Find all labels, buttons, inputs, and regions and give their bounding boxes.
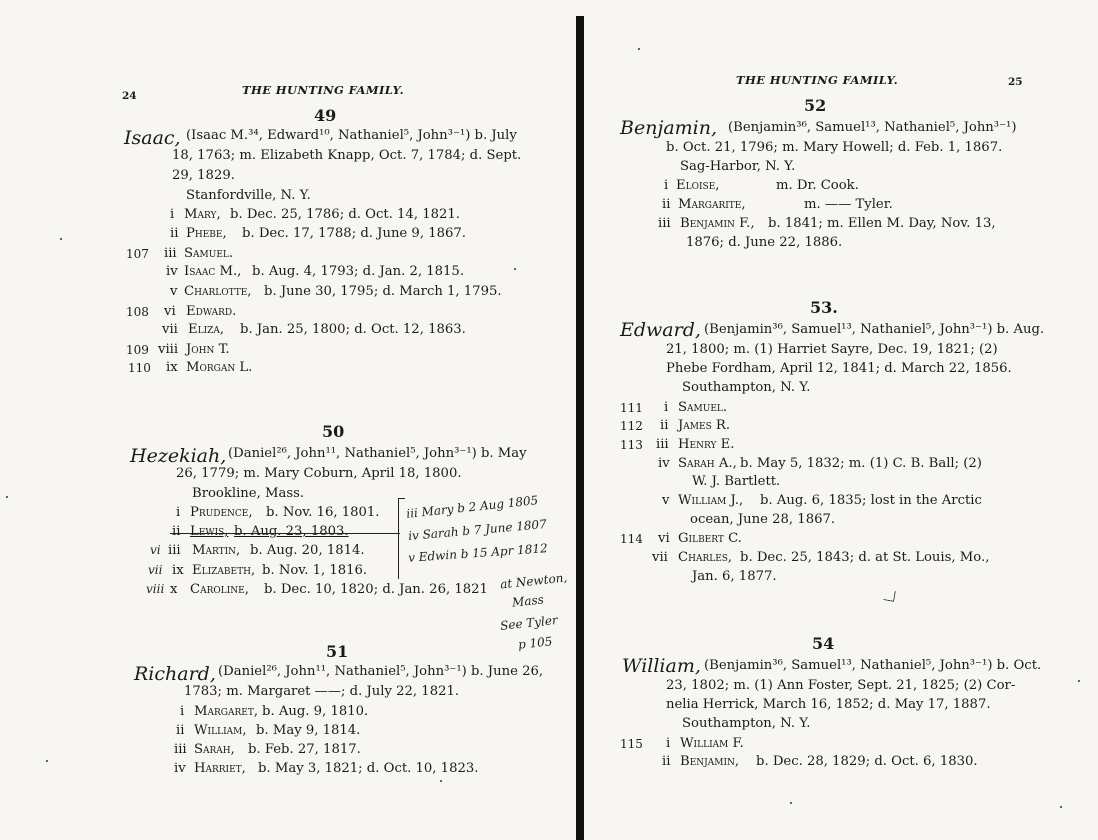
child-detail-cont: Jan. 6, 1877. — [692, 569, 777, 584]
child-ordinal: vi — [164, 304, 176, 319]
child-ordinal: iv — [166, 264, 178, 279]
entry-number: 54 — [812, 634, 835, 653]
residence: Southampton, N. Y. — [682, 716, 811, 731]
entry-line: 29, 1829. — [172, 168, 235, 183]
child-name: Margaret, — [194, 704, 259, 719]
child-ordinal: x — [170, 582, 178, 597]
child-name: Lewis, — [190, 524, 229, 539]
child-detail: b. Aug. 9, 1810. — [262, 704, 369, 719]
child-name: Sarah A., — [678, 456, 737, 471]
child-name: Mary, — [184, 207, 221, 222]
child-ref: 114 — [620, 532, 643, 546]
child-ordinal: ii — [176, 723, 185, 738]
child-ordinal: vii — [652, 550, 668, 565]
child-detail-cont: ocean, June 28, 1867. — [690, 512, 836, 527]
child-name: William F. — [680, 736, 744, 751]
handwritten-note: iv Sarah b 7 June 1807 — [407, 516, 548, 544]
child-detail: b. May 3, 1821; d. Oct. 10, 1823. — [258, 761, 479, 776]
pen-mark — [883, 589, 896, 602]
entry-line: (Benjamin³⁶, Samuel¹³, Nathaniel⁵, John³⁻¹) — [728, 120, 1017, 135]
child-detail: b. Aug. 20, 1814. — [250, 543, 365, 558]
entry-line: 26, 1779; m. Mary Coburn, April 18, 1800. — [176, 466, 462, 481]
child-ordinal: iii — [164, 246, 177, 261]
book-gutter — [576, 16, 584, 840]
child-ordinal: iv — [658, 456, 670, 471]
child-ref: viii — [146, 582, 165, 596]
child-ref: vi — [150, 543, 161, 557]
child-detail: b. May 9, 1814. — [256, 723, 361, 738]
scan-speck — [1078, 680, 1080, 682]
child-detail: b. Jan. 25, 1800; d. Oct. 12, 1863. — [240, 322, 466, 337]
child-ref: 111 — [620, 401, 643, 415]
pen-bracket — [398, 498, 405, 579]
child-name: Charles, — [678, 550, 733, 565]
child-detail: b. 1841; m. Ellen M. Day, Nov. 13, — [768, 216, 996, 231]
entry-name: Benjamin, — [620, 117, 718, 139]
residence: Brookline, Mass. — [192, 486, 305, 501]
entry-line: nelia Herrick, March 16, 1852; d. May 17, 1887. — [666, 697, 991, 712]
entry-line: (Benjamin³⁶, Samuel¹³, Nathaniel⁵, John³⁻¹) b. Oct. — [704, 658, 1042, 673]
child-ordinal: ii — [172, 524, 181, 539]
child-name: Samuel. — [678, 400, 728, 415]
child-name: Harriet, — [194, 761, 246, 776]
child-ref: 110 — [128, 361, 151, 375]
child-detail: b. Dec. 25, 1843; d. at St. Louis, Mo., — [740, 550, 990, 565]
entry-line: (Isaac M.³⁴, Edward¹⁰, Nathaniel⁵, John³⁻¹) b. July — [186, 128, 517, 143]
entry-number: 50 — [322, 422, 345, 441]
entry-line: 23, 1802; m. (1) Ann Foster, Sept. 21, 1825; (2) Cor- — [666, 678, 1016, 693]
scan-speck — [1060, 806, 1062, 808]
child-detail: b. May 5, 1832; m. (1) C. B. Ball; (2) — [740, 456, 982, 471]
child-name: Gilbert C. — [678, 531, 742, 546]
child-name: Eliza, — [188, 322, 225, 337]
child-name: James R. — [678, 418, 731, 433]
child-ordinal: i — [664, 400, 669, 415]
scan-speck — [46, 760, 48, 762]
child-ref: 115 — [620, 737, 643, 751]
child-ordinal: ii — [662, 197, 671, 212]
handwritten-note: v Edwin b 15 Apr 1812 — [407, 541, 549, 565]
child-name: Martin, — [192, 543, 241, 558]
child-name: Margarite, — [678, 197, 746, 212]
child-name: Elizabeth, — [192, 563, 256, 578]
running-head: THE HUNTING FAMILY. — [736, 73, 899, 87]
entry-name: Edward, — [620, 319, 701, 341]
child-detail: b. Aug. 4, 1793; d. Jan. 2, 1815. — [252, 264, 465, 279]
child-detail: b. Dec. 10, 1820; d. Jan. 26, 1821 — [264, 582, 488, 597]
child-ordinal: iv — [174, 761, 186, 776]
child-ordinal: ix — [166, 360, 178, 375]
entry-line: (Daniel²⁶, John¹¹, Nathaniel⁵, John³⁻¹) b. May — [228, 446, 527, 461]
child-name: Prudence, — [190, 505, 253, 520]
child-name: Benjamin, — [680, 754, 740, 769]
child-detail: b. Feb. 27, 1817. — [248, 742, 361, 757]
scan-speck — [638, 48, 640, 50]
child-ordinal: viii — [158, 342, 179, 357]
child-ordinal: ix — [172, 563, 184, 578]
child-name: Charlotte, — [184, 284, 252, 299]
scan-speck — [790, 802, 792, 804]
child-name: Sarah, — [194, 742, 235, 757]
child-detail: b. Nov. 1, 1816. — [262, 563, 368, 578]
entry-line: 18, 1763; m. Elizabeth Knapp, Oct. 7, 1784; d. Sept. — [172, 148, 522, 163]
child-detail-cont: 1876; d. June 22, 1886. — [686, 235, 843, 250]
child-ref: 112 — [620, 419, 643, 433]
running-head: THE HUNTING FAMILY. — [242, 83, 405, 97]
child-ordinal: i — [664, 178, 669, 193]
child-name: Edward. — [186, 304, 237, 319]
child-detail: b. Nov. 16, 1801. — [266, 505, 380, 520]
entry-line: (Daniel²⁶, John¹¹, Nathaniel⁵, John³⁻¹) b. June 26, — [218, 664, 544, 679]
residence: Southampton, N. Y. — [682, 380, 811, 395]
child-ref: 108 — [126, 305, 149, 319]
child-ordinal: v — [662, 493, 670, 508]
child-ordinal: iii — [174, 742, 187, 757]
pen-line — [170, 533, 400, 534]
entry-line: b. Oct. 21, 1796; m. Mary Howell; d. Feb. 1, 1867. — [666, 140, 1003, 155]
child-ref: 107 — [126, 247, 149, 261]
child-ordinal: vii — [162, 322, 178, 337]
child-name: Samuel. — [184, 246, 234, 261]
child-detail: m. —— Tyler. — [804, 197, 893, 212]
entry-name: Isaac, — [124, 127, 181, 149]
page-number: 25 — [1008, 76, 1023, 88]
child-ordinal: ii — [662, 754, 671, 769]
scan-speck — [514, 268, 516, 270]
child-detail: b. Dec. 28, 1829; d. Oct. 6, 1830. — [756, 754, 978, 769]
scan-speck — [60, 238, 62, 240]
child-ref: 109 — [126, 343, 149, 357]
entry-number: 52 — [804, 96, 827, 115]
child-ordinal: vi — [658, 531, 670, 546]
child-detail: b. Dec. 25, 1786; d. Oct. 14, 1821. — [230, 207, 460, 222]
scan-speck — [6, 496, 8, 498]
child-ref: 113 — [620, 438, 643, 452]
child-detail: b. Aug. 23, 1803. — [234, 524, 349, 539]
child-ordinal: i — [180, 704, 185, 719]
child-detail: b. Aug. 6, 1835; lost in the Arctic — [760, 493, 982, 508]
entry-number: 53. — [810, 298, 838, 317]
child-name: William, — [194, 723, 247, 738]
handwritten-note: p 105 — [517, 634, 554, 652]
entry-line: Phebe Fordham, April 12, 1841; d. March 22, 1856. — [666, 361, 1012, 376]
scan-speck — [440, 780, 442, 782]
child-ordinal: iii — [656, 437, 669, 452]
entry-name: Richard, — [134, 663, 216, 685]
entry-name: William, — [622, 655, 701, 677]
child-detail: b. Dec. 17, 1788; d. June 9, 1867. — [242, 226, 466, 241]
entry-line: 1783; m. Margaret ——; d. July 22, 1821. — [184, 684, 460, 699]
handwritten-note: Mass — [511, 592, 545, 610]
child-detail: b. June 30, 1795; d. March 1, 1795. — [264, 284, 502, 299]
residence: Stanfordville, N. Y. — [186, 188, 311, 203]
child-name: Morgan L. — [186, 360, 253, 375]
entry-number: 51 — [326, 642, 349, 661]
entry-line: (Benjamin³⁶, Samuel¹³, Nathaniel⁵, John³⁻¹) b. Aug. — [704, 322, 1045, 337]
entry-line: 21, 1800; m. (1) Harriet Sayre, Dec. 19, 1821; (2) — [666, 342, 998, 357]
handwritten-note: See Tyler — [499, 613, 559, 633]
child-name: Caroline, — [190, 582, 249, 597]
child-name: Benjamin F., — [680, 216, 755, 231]
handwritten-note: iii Mary b 2 Aug 1805 — [405, 493, 539, 521]
child-name: Phebe, — [186, 226, 227, 241]
page-number: 24 — [122, 90, 137, 102]
child-ordinal: i — [170, 207, 175, 222]
child-name: Eloise, — [676, 178, 720, 193]
child-ordinal: i — [176, 505, 181, 520]
handwritten-note: at Newton, — [499, 570, 568, 592]
child-name: Henry E. — [678, 437, 735, 452]
child-ordinal: ii — [660, 418, 669, 433]
entry-number: 49 — [314, 106, 337, 125]
child-ordinal: v — [170, 284, 178, 299]
child-ref: vii — [148, 563, 163, 577]
child-detail: m. Dr. Cook. — [776, 178, 859, 193]
child-name: John T. — [186, 342, 230, 357]
child-ordinal: iii — [168, 543, 181, 558]
residence: Sag-Harbor, N. Y. — [680, 159, 796, 174]
child-ordinal: iii — [658, 216, 671, 231]
child-detail-cont: W. J. Bartlett. — [692, 474, 781, 489]
child-name: Isaac M., — [184, 264, 242, 279]
child-ordinal: ii — [170, 226, 179, 241]
child-ordinal: i — [666, 736, 671, 751]
right-page — [590, 0, 1098, 840]
entry-name: Hezekiah, — [130, 445, 227, 467]
child-name: William J., — [678, 493, 744, 508]
